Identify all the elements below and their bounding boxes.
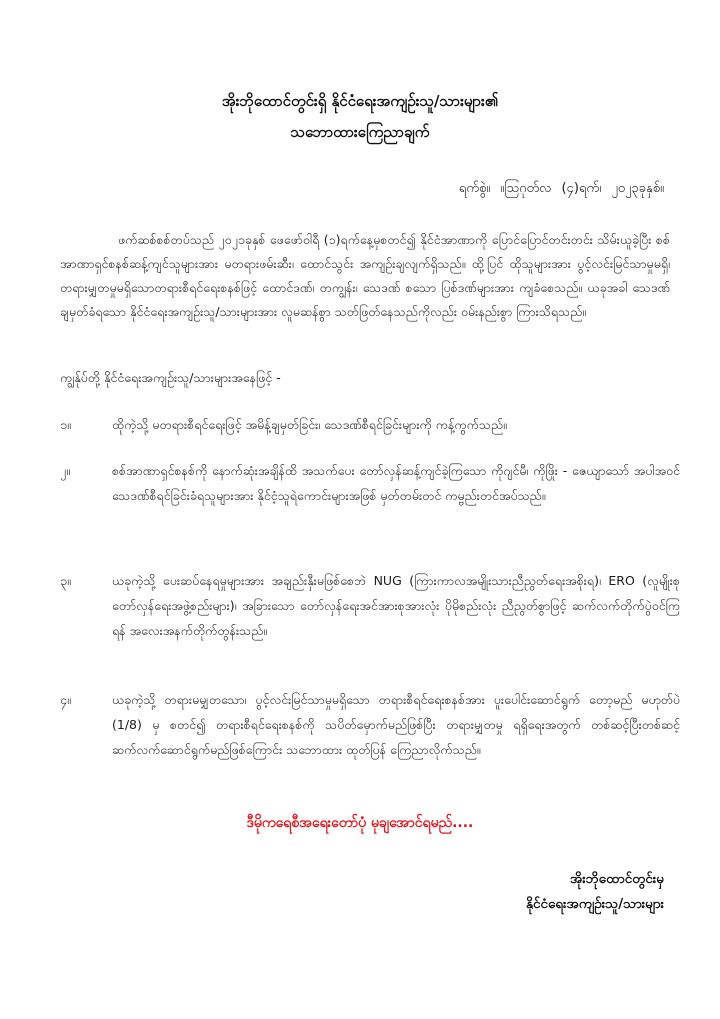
- statement-item-3: [60, 568, 680, 643]
- item-number: ၂။: [60, 463, 70, 478]
- date-line: [459, 180, 664, 199]
- intro-paragraph: ဖက်ဆစ်စစ်တပ်သည် ၂၀၂၁ခုနှစ် ဖေဖော်ဝါရီ (၁)ရက်နေ့မှစတင်၍ နိုင်ငံအာဏာကို ပြောင်ပြောင်တင်းတင်း သိမ်းယူခဲ့ပြီး စစ်အာဏာရှင်စနစ်ဆန့်ကျင်သူများအား မတရားဖမ်းဆီး၊ ထောင်သွင်း အကျဉ်းချလျက်ရှိသည်။ ထို့ပြင် ထိုသူများအား ပွင့်လင်းမြင်သာမှုမရှိ၊ တရားမျှတမှုမရှိသောတရားစီရင်ရေးစနစ်ဖြင့် ထောင်ဒဏ်၊ တကျွန်း၊ သေဒဏ် စသော ပြစ်ဒဏ်များအား ကျခံစေသည်။ ယခုအခါ သေဒဏ်ချမှတ်ခံရသော နိုင်ငံရေးအကျဉ်းသူ/သားများအား လူမဆန်စွာ သတ်ဖြတ်နေသည်ကိုလည်း ဝမ်းနည်းစွာ ကြားသိရသည်။: [60, 232, 670, 319]
- item-text: ယခုကဲ့သို့ တရားမမျှတသော၊ ပွင့်လင်းမြင်သာမှုမရှိသော တရားစီရင်ရေးစနစ်အား ပူးပေါင်းဆောင်ရွက် တော့မည် မဟုတ်ပဲ (1/8) မှ စတင်၍ တရားစီရင်ရေးစနစ်ကို သပိတ်မှောက်မည်ဖြစ်ပြီး တရားမျှတမှု ရရှိရေးအတွက် တစ်ဆင့်ပြီးတစ်ဆင့် ဆက်လက်ဆောင်ရွက်မည်ဖြစ်ကြောင်း သဘောထား ထုတ်ပြန် ကြေညာလိုက်သည်။: [112, 692, 680, 757]
- item-number: ၃။: [60, 573, 71, 588]
- date-label: ရက်စွဲ။: [458, 181, 491, 196]
- statement-item-4: [60, 687, 680, 762]
- date-value: ။ဩဂုတ်လ (၄)ရက်၊ ၂၀၂၃ခုနှစ်။: [500, 181, 664, 196]
- item-text: ယခုကဲ့သို့ ပေးဆပ်နေရမှုများအား အချည်းနှီးမဖြစ်စေဘဲ NUG (ကြားကာလအမျိုးသားညီညွတ်ရေးအစိုးရ)၊ ERO (လူမျိုးစုတော်လှန်ရေးအဖွဲ့စည်းများ)၊ အခြားသော တော်လှန်ရေးအင်အားစုအားလုံး ပိုမိုစည်းလုံး ညီညွတ်စွာဖြင့် ဆက်လက်တိုက်ပွဲဝင်ကြရန် အလေးအနက်တိုက်တွန်းသည်။: [112, 573, 680, 638]
- item-text: စစ်အာဏာရှင်စနစ်ကို နောက်ဆုံးအချိန်ထိ အသက်ပေး တော်လှန်ဆန့်ကျင်ခဲ့ကြသော ကိုဂျင်မီ၊ ကိုဖြိုး - ဇေယျာသော် အပါအဝင် သေဒဏ်စီရင်ခြင်းခံရသူများအား နိုင်ငံ့သူရဲကောင်းများအဖြစ် မှတ်တမ်းတင် ကမ္ဗည်းတင်အပ်သည်။: [112, 463, 680, 503]
- signature-line-1: အိုးဘိုထောင်တွင်းမှ: [569, 871, 664, 887]
- item-number: ၄။: [60, 692, 71, 707]
- document-title: အိုးဘိုထောင်တွင်းရှိ နိုင်ငံရေးအကျဉ်းသူ/သားများ၏: [221, 92, 499, 110]
- signature-block: [526, 867, 664, 917]
- signature-line-2: နိုင်ငံရေးအကျဉ်းသူ/သားများ: [526, 896, 664, 912]
- statement-item-1: [60, 412, 680, 437]
- lead-in-line: ကျွန်ုပ်တို့ နိုင်ငံရေးအကျဉ်းသူ/သားများအနေဖြင့် -: [60, 370, 281, 385]
- item-number: ၁။: [60, 417, 71, 432]
- document-subtitle: သဘောထားကြေညာချက်: [290, 123, 430, 141]
- statement-item-2: [60, 458, 680, 508]
- slogan: ဒီမိုကရေစီအရေးတော်ပုံ မုချအောင်ရမည်....: [246, 815, 474, 831]
- item-text: ထိုကဲ့သို့ မတရားစီရင်ရေးဖြင့် အမိန့်ချမှတ်ခြင်း၊ သေဒဏ်စီရင်ခြင်းများကို ကန့်ကွက်သည်။: [112, 417, 507, 432]
